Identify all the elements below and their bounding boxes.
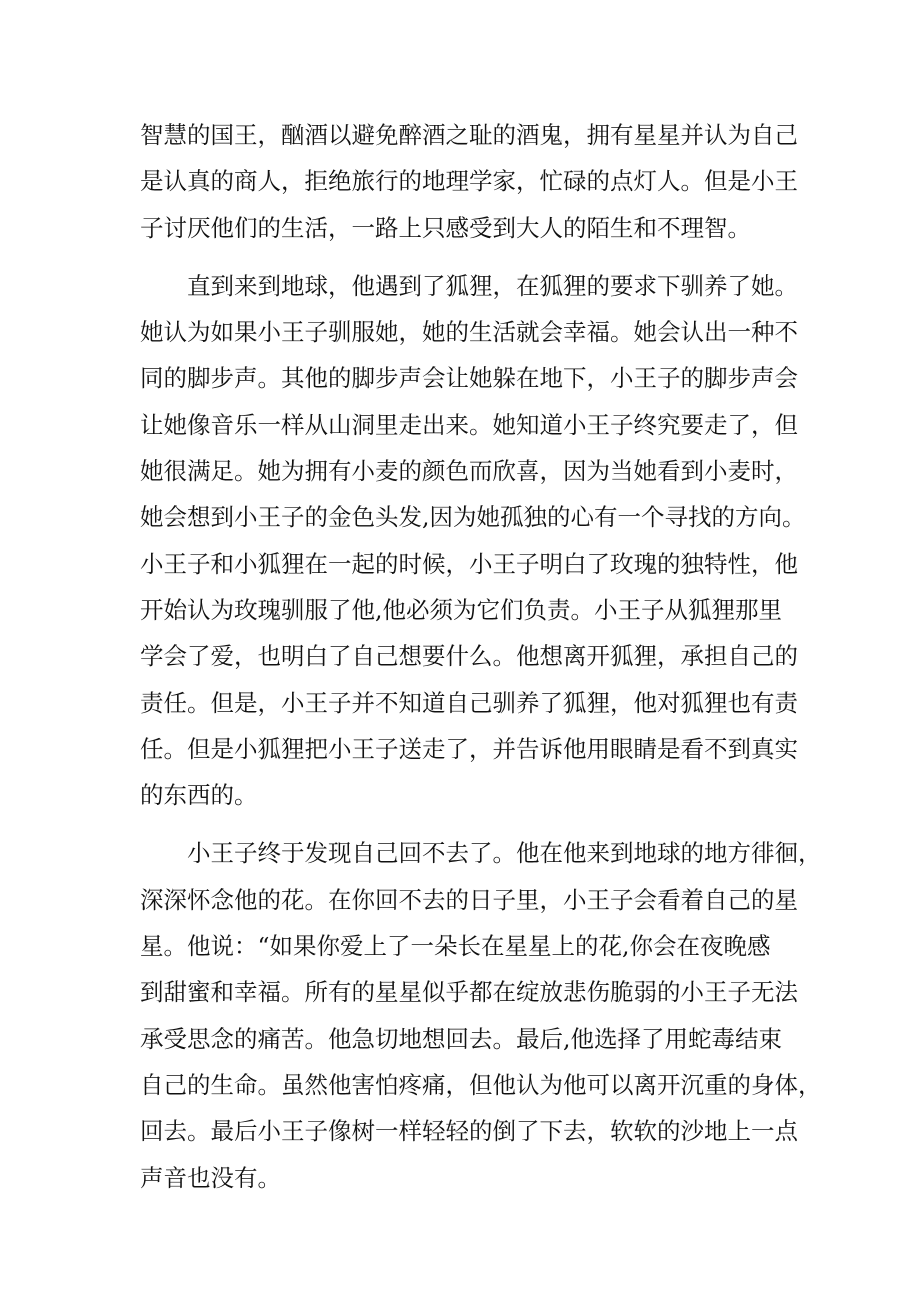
text-line: 小王子终于发现自己回不去了。他在他来到地球的地方徘徊， — [140, 839, 822, 868]
text-line: 让她像音乐一样从山洞里走出来。她知道小王子终究要走了，但 — [140, 410, 798, 439]
text-line: 承受思念的痛苦。他急切地想回去。最后,他选择了用蛇毒结束 — [140, 1024, 782, 1053]
text-line: 的东西的。 — [140, 781, 258, 810]
paragraph-gap — [140, 251, 790, 263]
paragraph-gap — [140, 818, 790, 830]
text-line: 她很满足。她为拥有小麦的颜色而欣喜，因为当她看到小麦时， — [140, 457, 798, 486]
text-line: 责任。但是，小王子并不知道自己驯养了狐狸，他对狐狸也有责 — [140, 688, 798, 717]
paragraph-3 — [140, 830, 822, 1200]
text-line: 回去。最后小王子像树一样轻轻的倒了下去，软软的沙地上一点 — [140, 1117, 798, 1146]
text-line: 是认真的商人，拒绝旅行的地理学家，忙碌的点灯人。但是小王 — [140, 167, 798, 196]
text-line: 开始认为玫瑰驯服了他,他必须为它们负责。小王子从狐狸那里 — [140, 595, 782, 624]
text-line: 任。但是小狐狸把小王子送走了，并告诉他用眼睛是看不到真实 — [140, 734, 798, 763]
text-line: 智慧的国王，酗酒以避免醉酒之耻的酒鬼，拥有星星并认为自己 — [140, 121, 798, 149]
text-line: 自己的生命。虽然他害怕疼痛，但他认为他可以离开沉重的身体， — [140, 1070, 822, 1099]
text-line: 学会了爱，也明白了自己想要什么。他想离开狐狸，承担自己的 — [140, 642, 798, 671]
text-line: 她认为如果小王子驯服她，她的生活就会幸福。她会认出一种不 — [140, 318, 798, 347]
text-line: 到甜蜜和幸福。所有的星星似乎都在绽放悲伤脆弱的小王子无法 — [140, 978, 798, 1007]
text-line: 子讨厌他们的生活，一路上只感受到大人的陌生和不理智。 — [140, 213, 751, 242]
paragraph-1 — [140, 112, 798, 251]
text-line: 小王子和小狐狸在一起的时候，小王子明白了玫瑰的独特性，他 — [140, 549, 798, 578]
text-line: 她会想到小王子的金色头发,因为她孤独的心有一个寻找的方向。 — [140, 503, 806, 532]
paragraph-2 — [140, 263, 806, 819]
text-line: 星。他说：“如果你爱上了一朵长在星星上的花,你会在夜晚感 — [140, 932, 771, 961]
text-line: 同的脚步声。其他的脚步声会让她躲在地下，小王子的脚步声会 — [140, 364, 798, 393]
document-body — [140, 112, 822, 1201]
text-line: 深深怀念他的花。在你回不去的日子里，小王子会看着自己的星 — [140, 885, 798, 914]
text-line: 声音也没有。 — [140, 1163, 281, 1192]
text-line: 直到来到地球，他遇到了狐狸，在狐狸的要求下驯养了她。 — [140, 271, 798, 300]
